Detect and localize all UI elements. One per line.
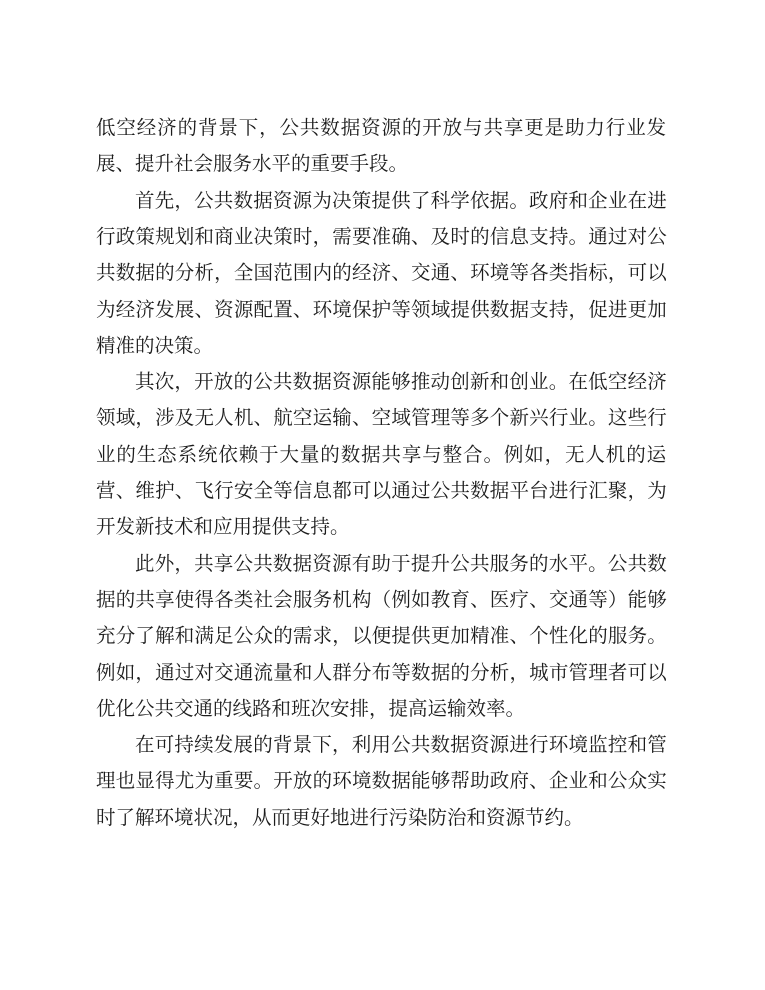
paragraph-1-line-4: 精准的决策。 — [96, 333, 214, 357]
paragraph-2-line-3: 营、维护、飞行安全等信息都可以通过公共数据平台进行汇聚，为 — [96, 479, 667, 502]
paragraph-3-line-0: 此外，共享公共数据资源有助于提升公共服务的水平。公共数 — [135, 551, 667, 575]
paragraph-1-line-0: 首先，公共数据资源为决策提供了科学依据。政府和企业在进 — [135, 188, 667, 212]
paragraph-3-line-3: 例如，通过对交通流量和人群分布等数据的分析，城市管理者可以 — [96, 660, 667, 684]
paragraph-2-line-1: 领域，涉及无人机、航空运输、空域管理等多个新兴行业。这些行 — [96, 406, 667, 430]
paragraph-0-line-0: 低空经济的背景下，公共数据资源的开放与共享更是助力行业发 — [96, 116, 667, 139]
paragraph-4-line-1: 理也显得尤为重要。开放的环境数据能够帮助政府、企业和公众实 — [96, 769, 667, 793]
paragraph-3-line-1: 据的共享使得各类社会服务机构（例如教育、医疗、交通等）能够 — [96, 587, 667, 611]
paragraph-1-line-2: 共数据的分析，全国范围内的经济、交通、环境等各类指标，可以 — [96, 261, 667, 285]
paragraph-1-line-3: 为经济发展、资源配置、环境保护等领域提供数据支持，促进更加 — [96, 297, 667, 321]
paragraph-2-line-0: 其次，开放的公共数据资源能够推动创新和创业。在低空经济 — [135, 370, 667, 394]
paragraph-1-line-1: 行政策规划和商业决策时，需要准确、及时的信息支持。通过对公 — [96, 224, 667, 248]
paragraph-4-line-2: 时了解环境状况，从而更好地进行污染防治和资源节约。 — [96, 805, 584, 829]
paragraph-0-line-1: 展、提升社会服务水平的重要手段。 — [96, 152, 409, 176]
paragraph-3-line-2: 充分了解和满足公众的需求，以便提供更加精准、个性化的服务。 — [96, 624, 667, 648]
paragraph-3-line-4: 优化公共交通的线路和班次安排，提高运输效率。 — [96, 696, 526, 720]
paragraph-2-line-4: 开发新技术和应用提供支持。 — [96, 515, 350, 539]
paragraph-4-line-0: 在可持续发展的背景下，利用公共数据资源进行环境监控和管 — [135, 733, 667, 757]
paragraph-2-line-2: 业的生态系统依赖于大量的数据共享与整合。例如，无人机的运 — [96, 442, 667, 466]
